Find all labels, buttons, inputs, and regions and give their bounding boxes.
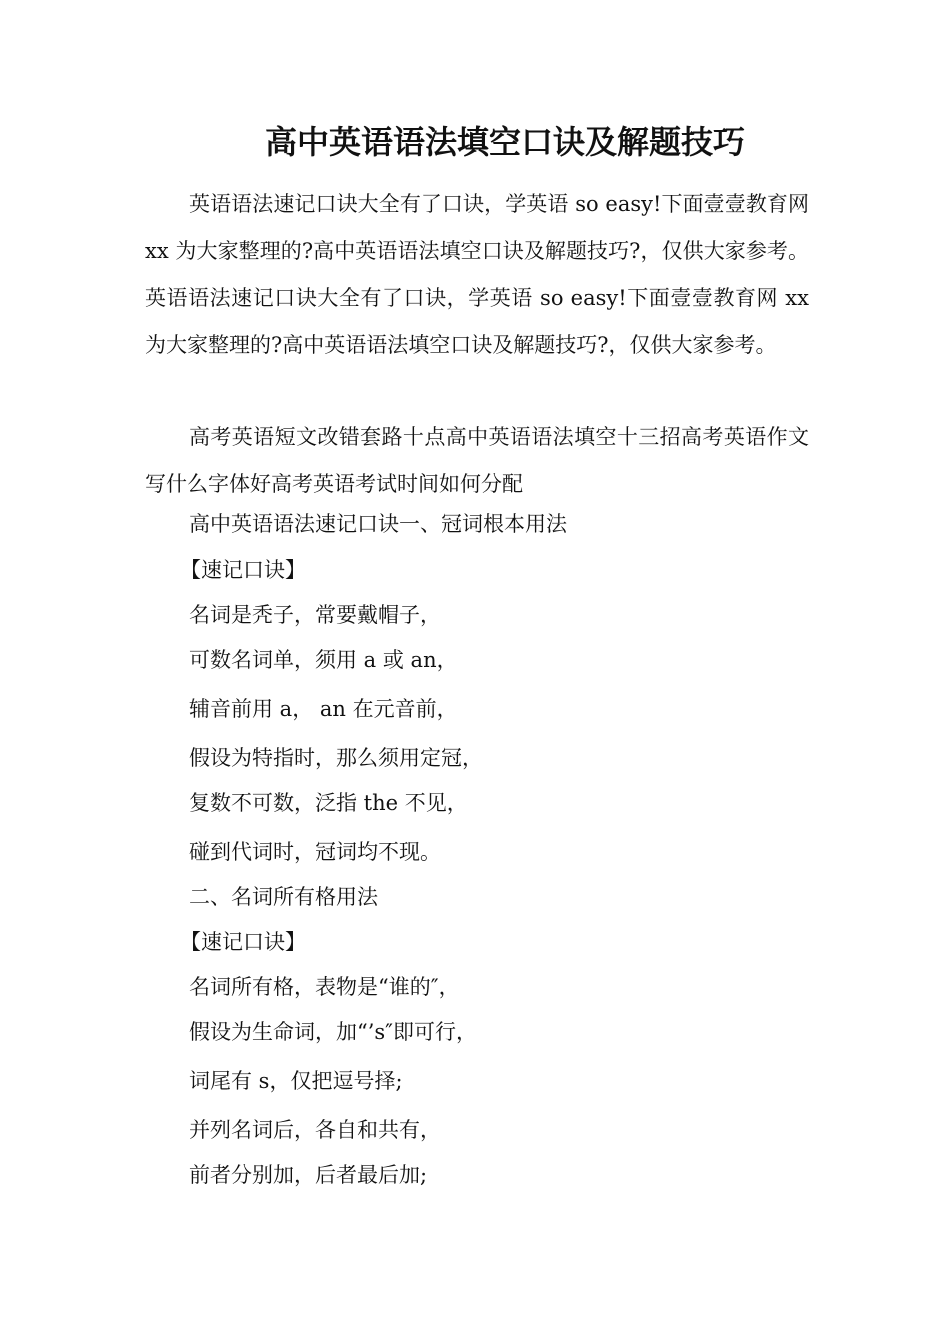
mnemonic-line: 名词是秃子，常要戴帽子， — [189, 603, 441, 627]
document-title: 高中英语语法填空口诀及解题技巧 — [264, 123, 745, 161]
mnemonic-line: 可数名词单，须用 a 或 an， — [189, 648, 458, 672]
intro-paragraph: 英语语法速记口诀大全有了口诀，学英语 so easy!下面壹壹教育网 xx 为大家整理的?高中英语语法填空口诀及解题技巧?，仅供大家参考。英语语法速记口诀大全有了口诀，学英语 so easy!下面壹壹教育网 xx 为大家整理的?高中英语语法填空口诀及解题技巧?，仅供大家参考。 — [145, 192, 809, 357]
mnemonic-line: 名词所有格，表物是“谁的″， — [189, 975, 460, 999]
mnemonic-line: 假设为特指时，那么须用定冠， — [189, 746, 483, 770]
mnemonic-line: 前者分别加，后者最后加; — [189, 1163, 428, 1187]
mnemonic-line: 辅音前用 a， an 在元音前， — [189, 697, 458, 721]
mnemonic-line: 碰到代词时，冠词均不现。 — [189, 840, 441, 864]
section-heading-articles: 高中英语语法速记口诀一、冠词根本用法 — [189, 512, 567, 536]
mnemonic-line: 词尾有 s，仅把逗号择; — [189, 1069, 403, 1093]
mnemonic-label: 【速记口诀】 — [180, 558, 306, 582]
related-links-paragraph: 高考英语短文改错套路十点高中英语语法填空十三招高考英语作文写什么字体好高考英语考试时间如何分配 — [145, 425, 809, 496]
mnemonic-line: 假设为生命词，加“’s″即可行， — [189, 1020, 478, 1044]
mnemonic-line: 并列名词后，各自和共有， — [189, 1118, 441, 1142]
mnemonic-line: 复数不可数，泛指 the 不见， — [189, 791, 468, 815]
mnemonic-label: 【速记口诀】 — [180, 930, 306, 954]
section-heading-possessive: 二、名词所有格用法 — [189, 885, 378, 909]
